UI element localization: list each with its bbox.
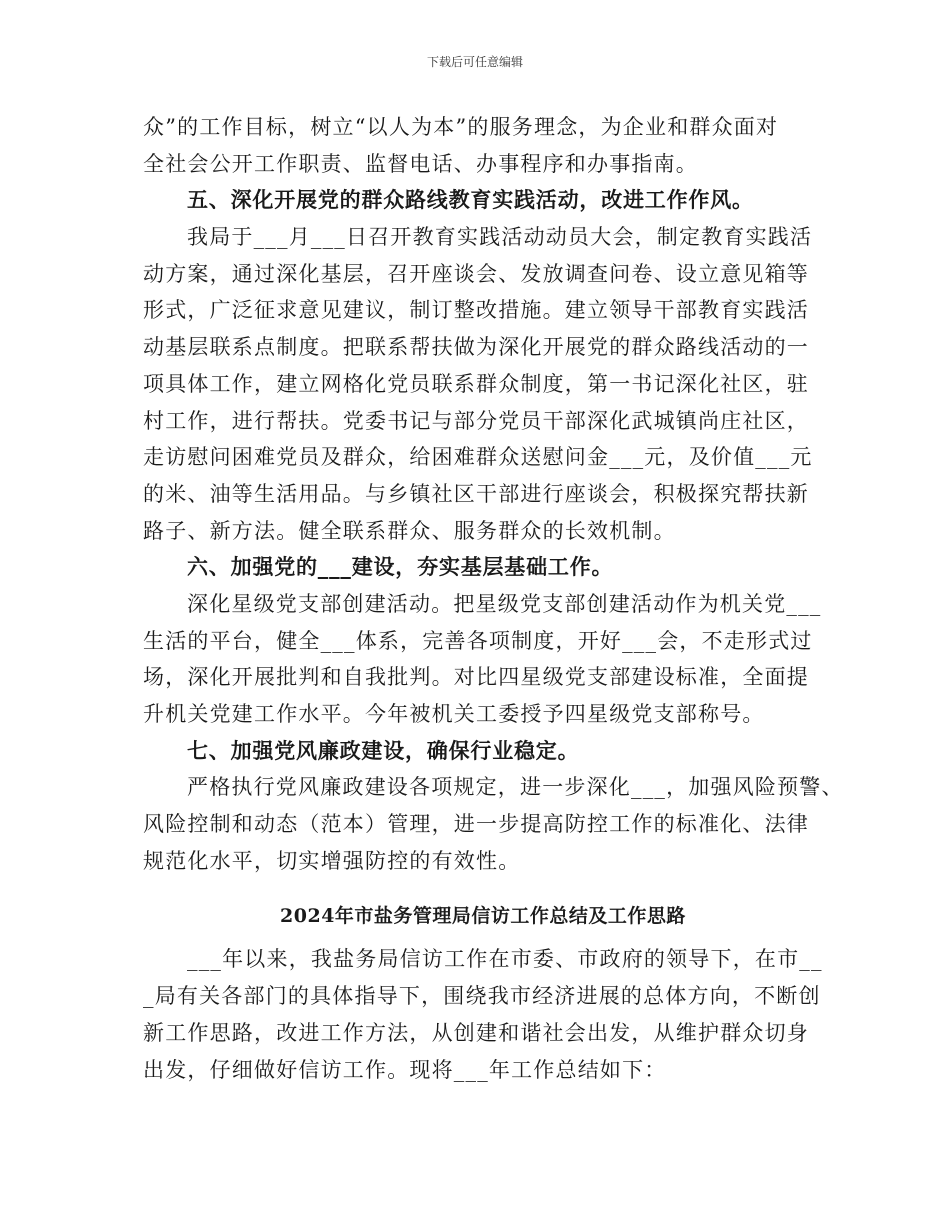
paragraph-line: 众”的工作目标，树立“以人为本”的服务理念，为企业和群众面对 bbox=[143, 115, 779, 139]
paragraph-line: 全社会公开工作职责、监督电话、办事程序和办事指南。 bbox=[143, 151, 698, 176]
paragraph-line: 项具体工作，建立网格化党员联系群众制度，第一书记深化社区，驻 bbox=[143, 371, 809, 396]
paragraph-line: 动方案，通过深化基层，召开座谈会、发放调查问卷、设立意见箱等 bbox=[143, 261, 809, 286]
section-heading-6: 六、加强党的___建设，夯实基层基础工作。 bbox=[187, 554, 614, 580]
paragraph-line: 走访慰问困难党员及群众，给困难群众送慰问金___元，及价值___元 bbox=[143, 445, 813, 470]
section-heading-7: 七、加强党风廉政建设，确保行业稳定。 bbox=[187, 737, 580, 763]
paragraph-line: 的米、油等生活用品。与乡镇社区干部进行座谈会，积极探究帮扶新 bbox=[143, 481, 809, 506]
paragraph-line: 出发，仔细做好信访工作。现将___年工作总结如下： bbox=[143, 1057, 667, 1082]
page-header: 下载后可任意编辑 bbox=[426, 55, 523, 69]
paragraph-line: 严格执行党风廉政建设各项规定，进一步深化___，加强风险预警、 bbox=[187, 775, 844, 800]
paragraph-line: 场，深化开展批判和自我批判。对比四星级党支部建设标准，全面提 bbox=[143, 665, 809, 690]
document-body bbox=[143, 109, 844, 1088]
paragraph-line: _局有关各部门的具体指导下，围绕我市经济进展的总体方向，不断创 bbox=[143, 984, 821, 1009]
paragraph-line: 路子、新方法。健全联系群众、服务群众的长效机制。 bbox=[143, 518, 676, 543]
paragraph-line: 生活的平台，健全___体系，完善各项制度，开好___会，不走形式过 bbox=[143, 628, 813, 653]
paragraph-line: 动基层联系点制度。把联系帮扶做为深化开展党的群众路线活动的一 bbox=[143, 335, 809, 360]
paragraph-line: 规范化水平，切实增强防控的有效性。 bbox=[143, 848, 521, 873]
paragraph-line: 形式，广泛征求意见建议，制订整改措施。建立领导干部教育实践活 bbox=[143, 298, 809, 323]
paragraph-line: 村工作，进行帮扶。党委书记与部分党员干部深化武城镇尚庄社区， bbox=[143, 408, 809, 433]
paragraph-line: 深化星级党支部创建活动。把星级党支部创建活动作为机关党___ bbox=[187, 591, 822, 616]
paragraph-line: 风险控制和动态（范本）管理，进一步提高防控工作的标准化、法律 bbox=[143, 812, 809, 837]
section-heading-5: 五、深化开展党的群众路线教育实践活动，改进工作作风。 bbox=[187, 187, 754, 213]
paragraph-line: 新工作思路，改进工作方法，从创建和谐社会出发，从维护群众切身 bbox=[143, 1020, 809, 1045]
paragraph-line: ___年以来，我盐务局信访工作在市委、市政府的领导下，在市__ bbox=[187, 947, 823, 972]
document-title: 2024年市盐务管理局信访工作总结及工作思路 bbox=[280, 905, 686, 928]
paragraph-line: 我局于___月___日召开教育实践活动动员大会，制定教育实践活 bbox=[187, 225, 813, 250]
paragraph-line: 升机关党建工作水平。今年被机关工委授予四星级党支部称号。 bbox=[143, 702, 765, 726]
